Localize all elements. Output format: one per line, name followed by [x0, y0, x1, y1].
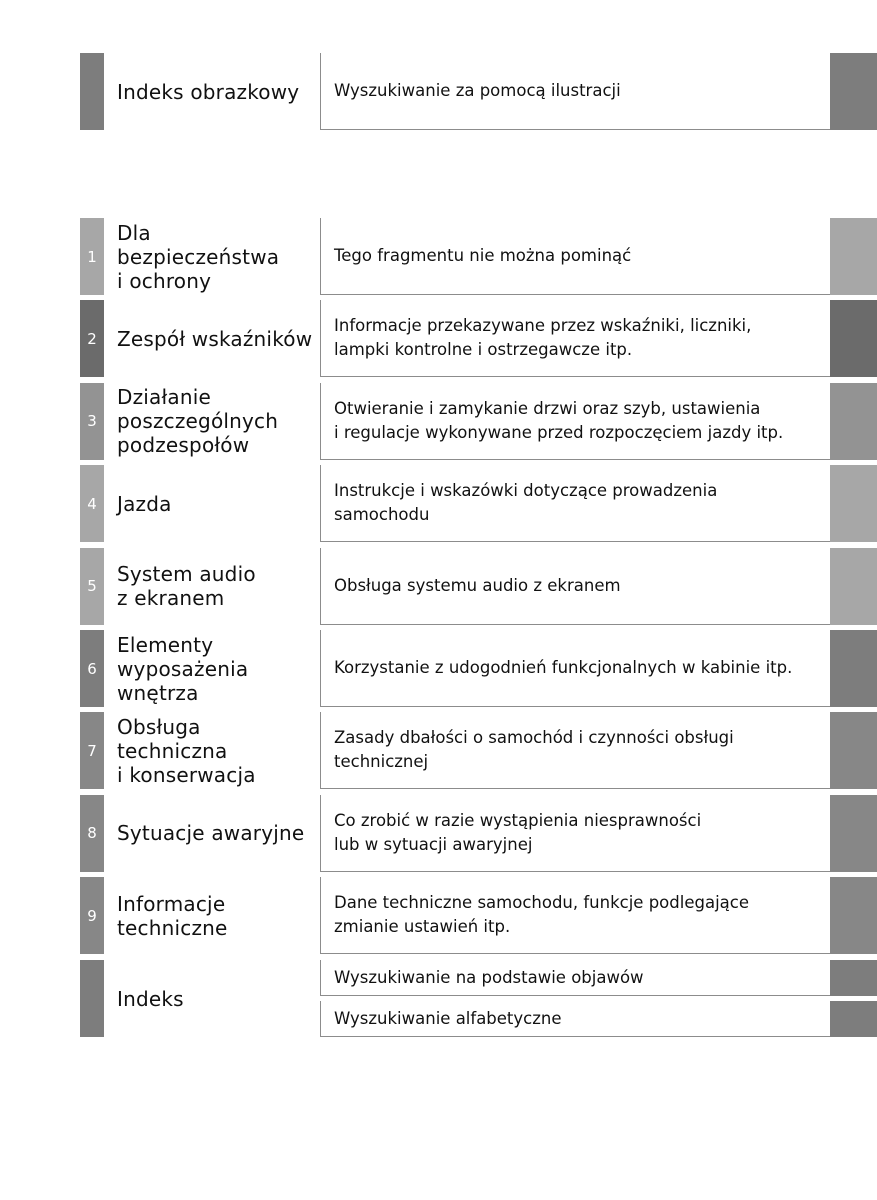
chapter-description: Informacje przekazywane przez wskaźniki, liczniki, lampki kontrolne i ostrzegawcze itp.: [320, 300, 830, 377]
chapter-description: Otwieranie i zamykanie drzwi oraz szyb, ustawienia i regulacje wykonywane przed rozpoczęciem jazdy itp.: [320, 383, 830, 460]
chapter-description: Dane techniczne samochodu, funkcje podlegające zmianie ustawień itp.: [320, 877, 830, 954]
chapter-row-safety[interactable]: [0, 218, 877, 295]
chapter-side-tab: [830, 548, 877, 625]
chapter-description: Co zrobić w razie wystąpienia niesprawności lub w sytuacji awaryjnej: [320, 795, 830, 872]
chapter-title: Zespół wskaźników: [117, 326, 313, 351]
chapter-side-tab: [830, 630, 877, 707]
chapter-row-maintenance[interactable]: [0, 712, 877, 789]
chapter-title: Sytuacje awaryjne: [117, 821, 305, 846]
index-item-symptoms-tab: [830, 960, 877, 996]
chapter-side-tab: [830, 877, 877, 954]
header-title: Indeks obrazkowy: [117, 79, 300, 104]
chapter-row-audio-system[interactable]: [0, 548, 877, 625]
index-item-alphabetical[interactable]: Wyszukiwanie alfabetyczne: [320, 1001, 830, 1037]
chapter-row-emergency[interactable]: [0, 795, 877, 872]
header-row[interactable]: [0, 53, 877, 130]
chapter-number: 2: [80, 300, 104, 377]
chapter-description: Korzystanie z udogodnień funkcjonalnych w kabinie itp.: [320, 630, 830, 707]
chapter-number: 9: [80, 877, 104, 954]
chapter-row-driving[interactable]: [0, 465, 877, 542]
chapter-description: Instrukcje i wskazówki dotyczące prowadzenia samochodu: [320, 465, 830, 542]
chapter-number: 7: [80, 712, 104, 789]
chapter-side-tab: [830, 218, 877, 295]
chapter-number: 1: [80, 218, 104, 295]
chapter-description: Zasady dbałości o samochód i czynności obsługi technicznej: [320, 712, 830, 789]
chapter-title: System audio z ekranem: [117, 562, 256, 611]
index-title: Indeks: [117, 986, 184, 1011]
header-description: Wyszukiwanie za pomocą ilustracji: [320, 53, 830, 130]
header-color-block: [80, 53, 104, 130]
chapter-number: 4: [80, 465, 104, 542]
chapter-side-tab: [830, 383, 877, 460]
chapter-side-tab: [830, 795, 877, 872]
index-item-alphabetical-tab: [830, 1001, 877, 1037]
chapter-title: Jazda: [117, 491, 172, 516]
chapter-title: Elementy wyposażenia wnętrza: [117, 632, 249, 705]
chapter-row-operation[interactable]: [0, 383, 877, 460]
chapter-description: Obsługa systemu audio z ekranem: [320, 548, 830, 625]
chapter-row-specifications[interactable]: [0, 877, 877, 954]
chapter-title: Informacje techniczne: [117, 891, 228, 940]
chapter-number: 8: [80, 795, 104, 872]
chapter-side-tab: [830, 465, 877, 542]
chapter-description: Tego fragmentu nie można pominąć: [320, 218, 830, 295]
chapter-number: 5: [80, 548, 104, 625]
index-row: [0, 960, 877, 1037]
chapter-title: Działanie poszczególnych podzespołów: [117, 385, 279, 458]
index-item-symptoms[interactable]: Wyszukiwanie na podstawie objawów: [320, 960, 830, 996]
chapter-side-tab: [830, 712, 877, 789]
chapter-row-interior-features[interactable]: [0, 630, 877, 707]
chapter-title: Dla bezpieczeństwa i ochrony: [117, 220, 280, 293]
chapter-side-tab: [830, 300, 877, 377]
chapter-row-instrument-cluster[interactable]: [0, 300, 877, 377]
chapter-number: 6: [80, 630, 104, 707]
chapter-number: 3: [80, 383, 104, 460]
header-side-tab: [830, 53, 877, 130]
index-color-block: [80, 960, 104, 1037]
chapter-title: Obsługa techniczna i konserwacja: [117, 714, 256, 787]
